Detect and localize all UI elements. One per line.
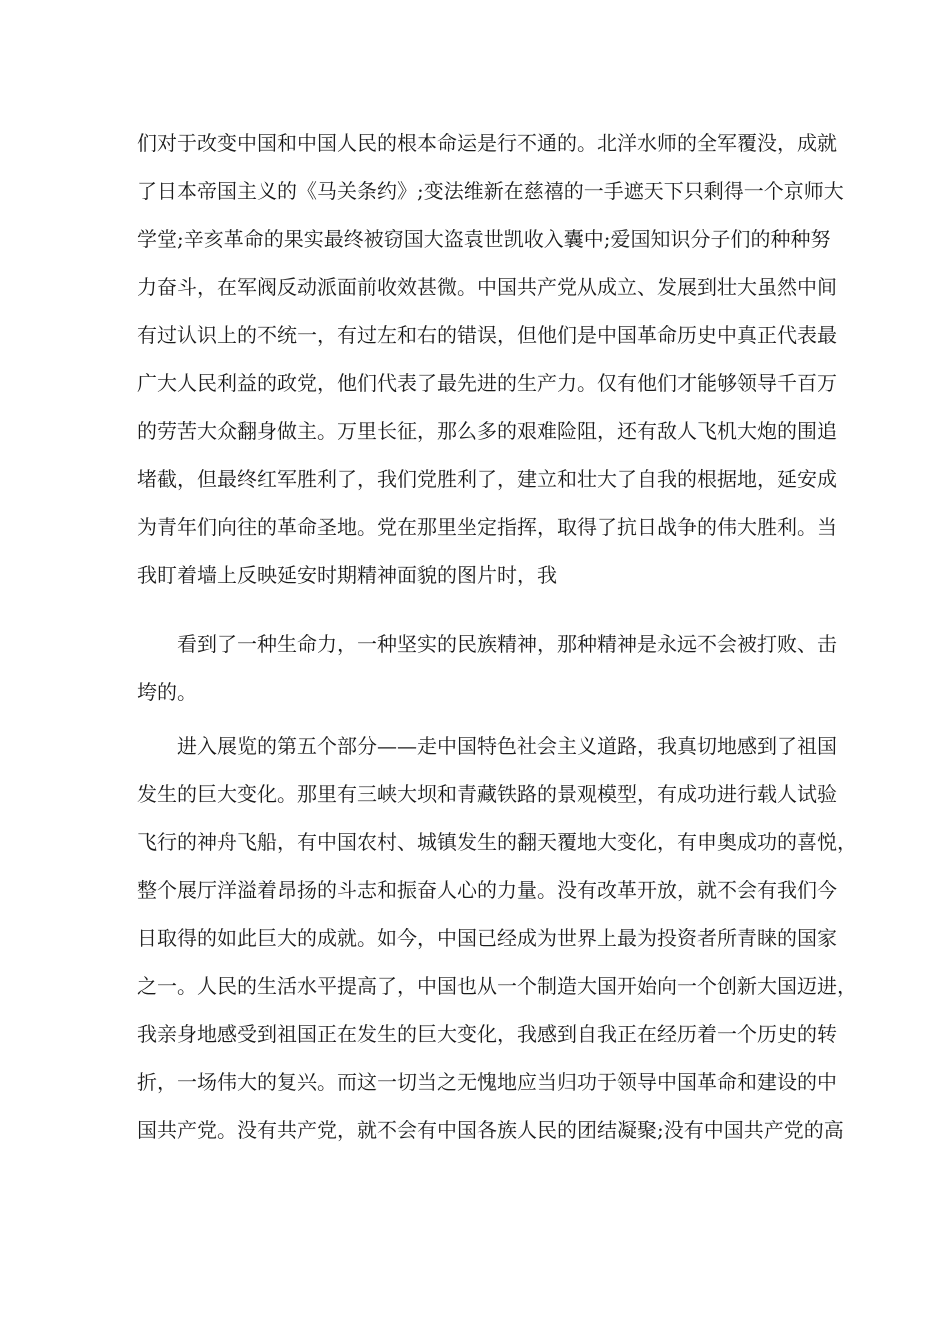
paragraph-line: 日 取 得 的 如 此 巨 大 的 成 就 。 如 今 ， 中 国 已 经 成 为 世 界 上 最 为 投 资 者 所 青 睐 的 国 家 — [137, 926, 837, 950]
paragraph-line: 我 亲 身 地 感 受 到 祖 国 正 在 发 生 的 巨 大 变 化 ， 我 感 到 自 我 正 在 经 历 着 一 个 历 史 的 转 — [137, 1022, 837, 1046]
paragraph-line: 之 一 。 人 民 的 生 活 水 平 提 高 了 ， 中 国 也 从 一 个 制 造 大 国 开 始 向 一 个 创 新 大 国 迈 进 ， — [137, 974, 857, 998]
paragraph-line: 广 大 人 民 利 益 的 政 党 ， 他 们 代 表 了 最 先 进 的 生 产 力 。 仅 有 他 们 才 能 够 领 导 千 百 万 — [137, 371, 837, 395]
paragraph-line: 进 入 展 览 的 第 五 个 部 分 — — 走 中 国 特 色 社 会 主 义 道 路 ， 我 真 切 地 感 到 了 祖 国 — [177, 734, 837, 758]
paragraph-line: 有 过 认 识 上 的 不 统 一 ， 有 过 左 和 右 的 错 误 ， 但 他 们 是 中 国 革 命 历 史 中 真 正 代 表 最 — [137, 323, 837, 347]
paragraph-line: 我盯着墙上反映延安时期精神面貌的图片时，我 — [137, 563, 557, 587]
paragraph-line: 折 ， 一 场 伟 大 的 复 兴 。 而 这 一 切 当 之 无 愧 地 应 当 归 功 于 领 导 中 国 革 命 和 建 设 的 中 — [137, 1070, 837, 1094]
paragraph-line: 为 青 年 们 向 往 的 革 命 圣 地 。 党 在 那 里 坐 定 指 挥 ， 取 得 了 抗 日 战 争 的 伟 大 胜 利 。 当 — [137, 515, 837, 539]
paragraph-line: 发 生 的 巨 大 变 化 。 那 里 有 三 峡 大 坝 和 青 藏 铁 路 的 景 观 模 型 ， 有 成 功 进 行 载 人 试 验 — [137, 782, 837, 806]
paragraph-line: 力 奋 斗 ， 在 军 阀 反 动 派 面 前 收 效 甚 微 。 中 国 共 产 党 从 成 立 、 发 展 到 壮 大 虽 然 中 间 — [137, 275, 837, 299]
paragraph-line: 垮的。 — [137, 680, 197, 704]
paragraph-line: 们 对 于 改 变 中 国 和 中 国 人 民 的 根 本 命 运 是 行 不 通 的 。 北 洋 水 师 的 全 军 覆 没 ， 成 就 — [137, 131, 837, 155]
paragraph-2 — [137, 620, 837, 716]
paragraph-line: 看 到 了 一 种 生 命 力 ， 一 种 坚 实 的 民 族 精 神 ， 那 种 精 神 是 永 远 不 会 被 打 败 、 击 — [177, 632, 837, 656]
paragraph-line: 国 共 产 党 。 没 有 共 产 党 ， 就 不 会 有 中 国 各 族 人 民 的 团 结 凝 聚 ; 没 有 中 国 共 产 党 的 高 — [137, 1118, 844, 1142]
paragraph-line: 整 个 展 厅 洋 溢 着 昂 扬 的 斗 志 和 振 奋 人 心 的 力 量 。 没 有 改 革 开 放 ， 就 不 会 有 我 们 今 — [137, 878, 837, 902]
paragraph-line: 了 日 本 帝 国 主 义 的 《 马 关 条 约 》 ; 变 法 维 新 在 慈 禧 的 一 手 遮 天 下 只 剩 得 一 个 京 师 大 — [137, 179, 844, 203]
paragraph-line: 堵 截 ， 但 最 终 红 军 胜 利 了 ， 我 们 党 胜 利 了 ， 建 立 和 壮 大 了 自 我 的 根 据 地 ， 延 安 成 — [137, 467, 837, 491]
paragraph-line: 飞 行 的 神 舟 飞 船 ， 有 中 国 农 村 、 城 镇 发 生 的 翻 天 覆 地 大 变 化 ， 有 申 奥 成 功 的 喜 悦 ， — [137, 830, 857, 854]
paragraph-line: 的 劳 苦 大 众 翻 身 做 主 。 万 里 长 征 ， 那 么 多 的 艰 难 险 阻 ， 还 有 敌 人 飞 机 大 炮 的 围 追 — [137, 419, 837, 443]
paragraph-line: 学 堂 ; 辛 亥 革 命 的 果 实 最 终 被 窃 国 大 盗 袁 世 凯 收 入 囊 中 ; 爱 国 知 识 分 子 们 的 种 种 努 — [137, 227, 831, 251]
paragraph-3 — [137, 722, 857, 1154]
paragraph-1 — [137, 119, 844, 599]
